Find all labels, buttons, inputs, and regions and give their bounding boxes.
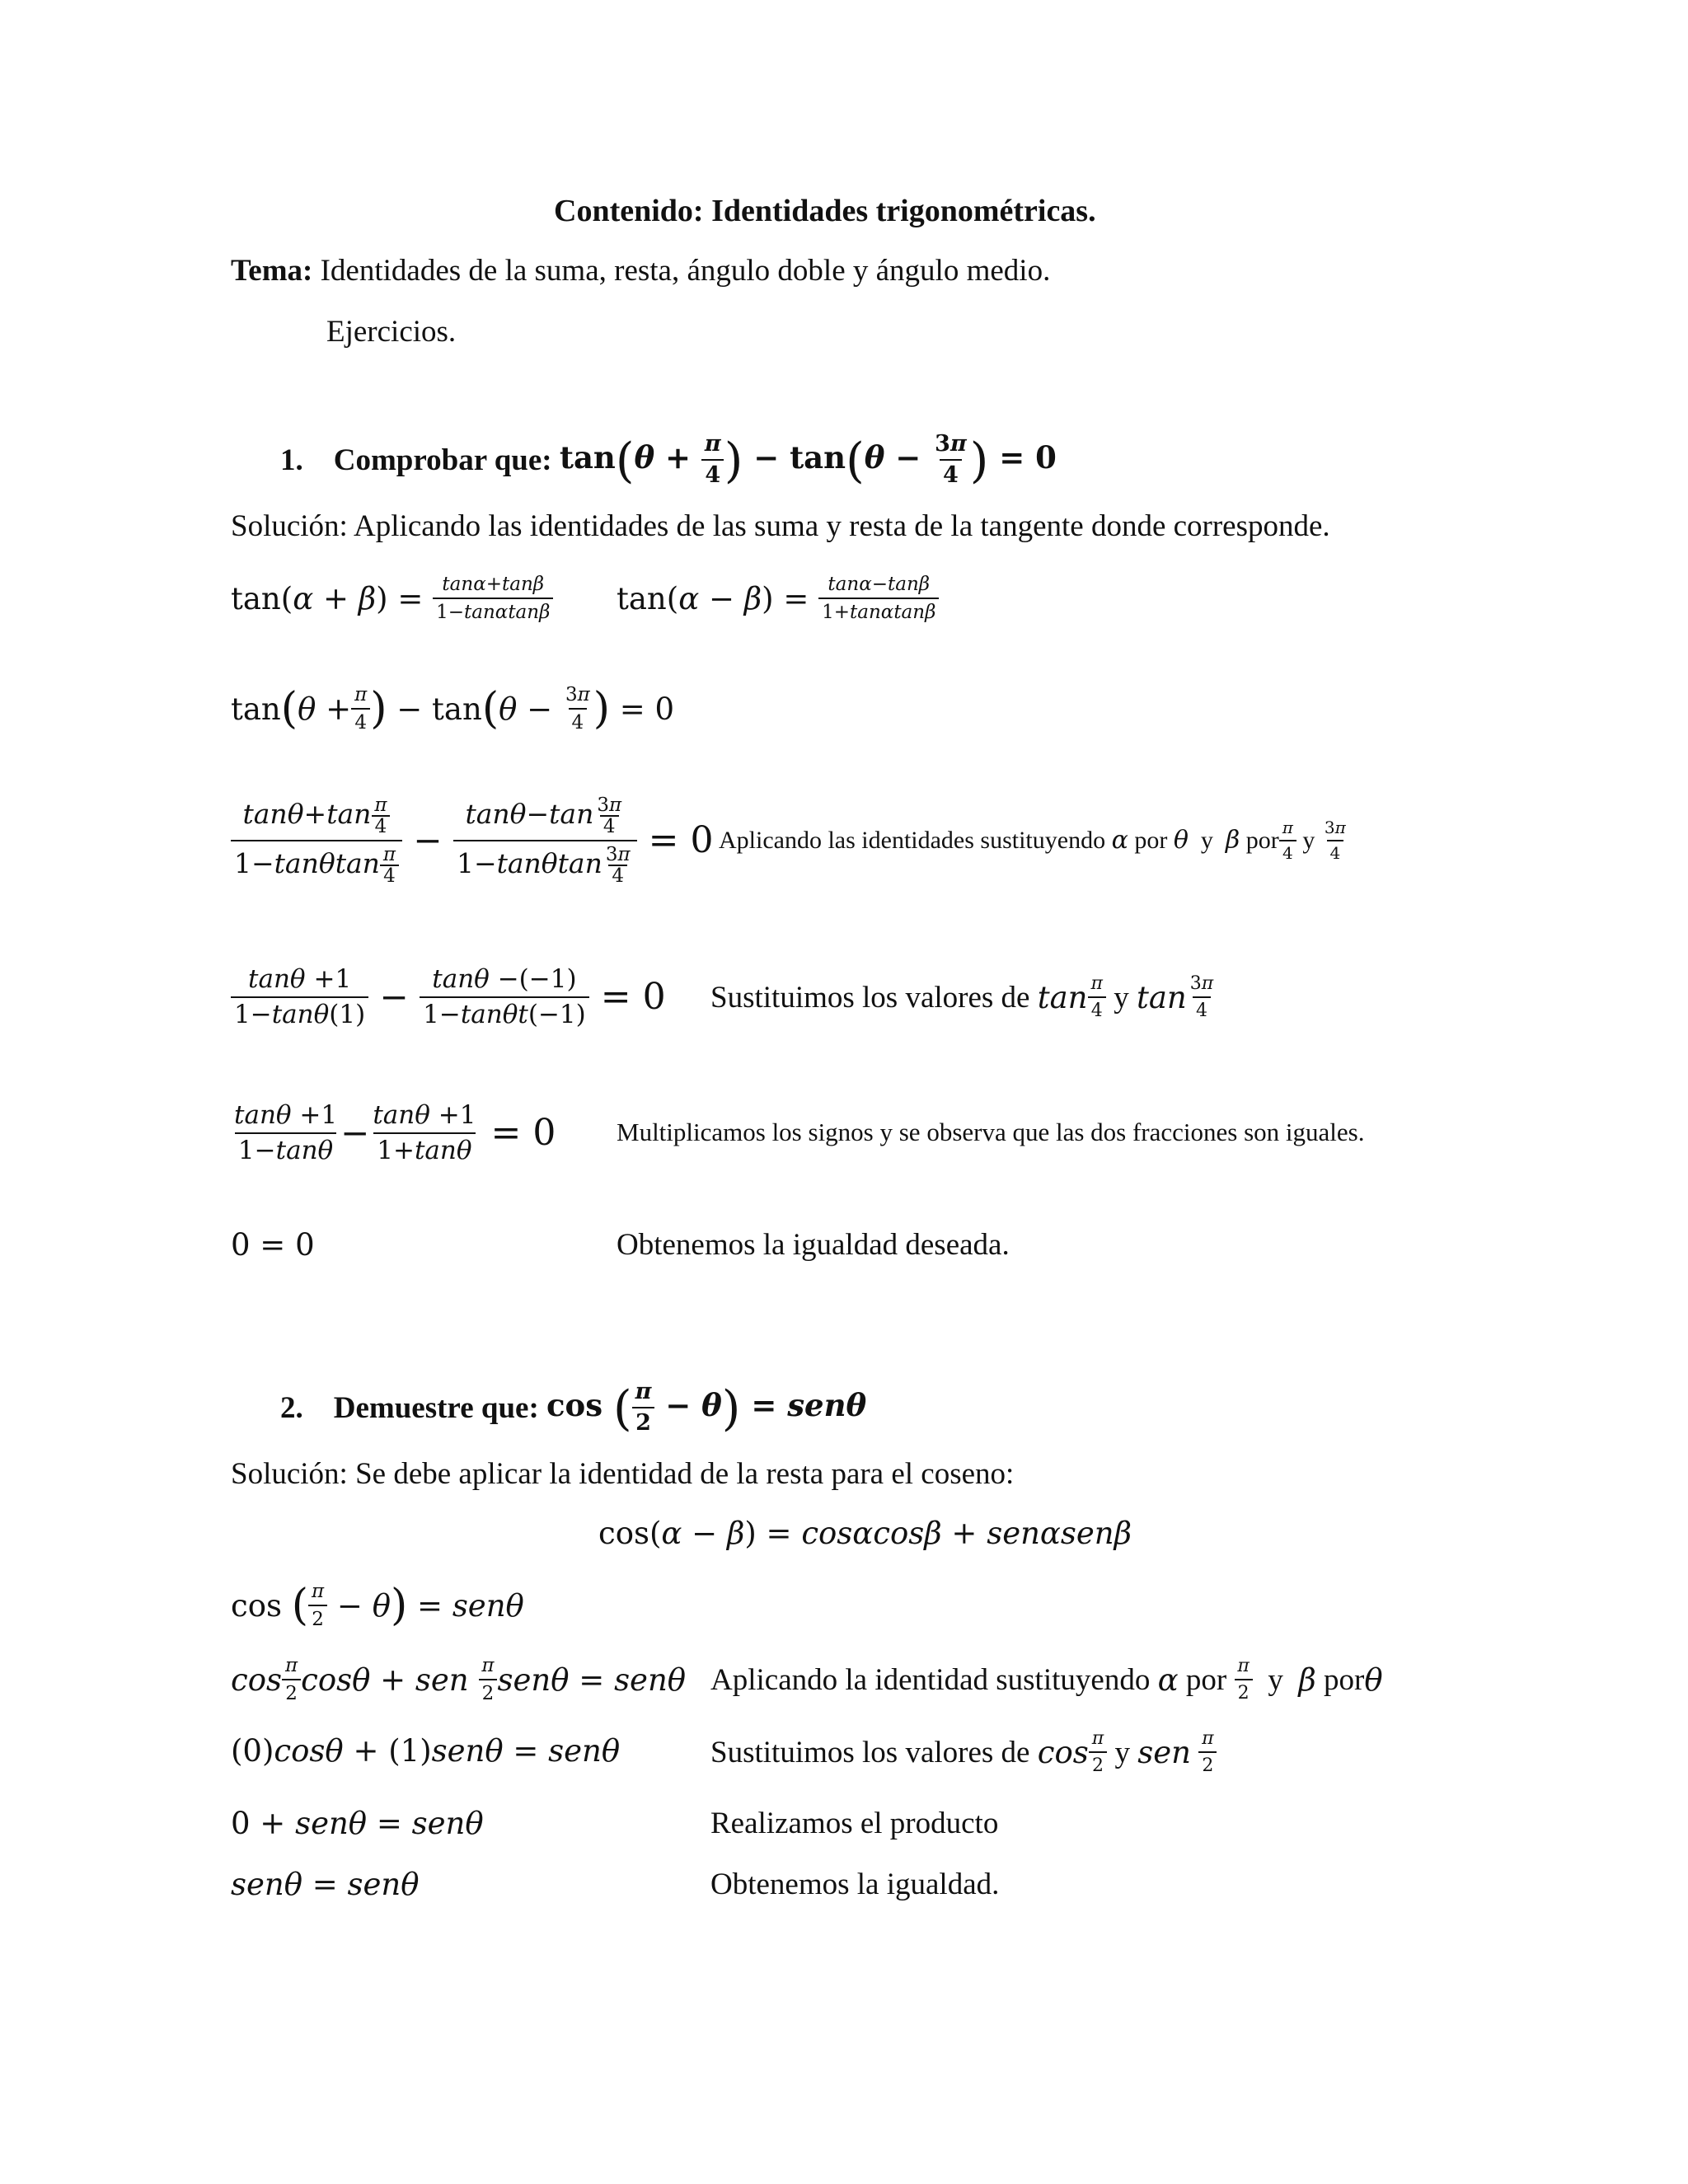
- ex1-step4-note: Obtenemos la igualdad deseada.: [617, 1228, 1010, 1262]
- tema-line: [231, 255, 1050, 286]
- ex2-title: [280, 1376, 866, 1439]
- ex1-title-prefix: Comprobar que:: [333, 443, 552, 477]
- ex2-step2-expression: (0)cosθ + (1)senθ = senθ: [231, 1733, 621, 1769]
- ex1-step2-note: Sustituimos los valores de tan $\frac{\pi}{4}$ y tan $\frac{3\pi}{4}$: [710, 972, 1214, 1021]
- ex1-step1-expression: tanθ+tan $\frac{\pi}{4}$ 1−tanθtan $\frac{\pi}{4}$ − tanθ−tan $\frac{3\pi}{4}$ 1−tanθtan $\frac{3\pi}{4}$ = 0: [231, 787, 713, 894]
- ex2-step2-note: Sustituimos los valores de cos $\frac{\pi}{2}$ y sen $\frac{\pi}{2}$: [710, 1726, 1217, 1779]
- ex2-step3-note: Realizamos el producto: [710, 1807, 999, 1840]
- ejercicios-label: Ejercicios.: [326, 315, 457, 349]
- cos-difference-identity: cos(α − β) = cosαcosβ + senαsenβ: [598, 1516, 1132, 1551]
- ex1-statement: tan ( θ + $\frac{\pi}{4}$ ) − tan ( θ − $\frac{3\pi}{4}$ ) = 0: [231, 683, 675, 733]
- ex1-solution: Solución: Aplicando las identidades de las suma y resta de la tangente donde corresponde.: [231, 509, 1330, 543]
- ex2-number: 2.: [280, 1390, 303, 1425]
- ex1-title: [280, 429, 1057, 491]
- ex1-step3-expression: $\frac{\tan\theta +1}{1-\tan\theta}$ − $\frac{\tan\theta +1}{1+\tan\theta}$ = 0: [234, 1100, 556, 1165]
- ex1-step1-note: Aplicando las identidades sustituyendo α por θ y β por $\frac{\pi}{4}$ y $\frac{3\pi}{4}$: [719, 818, 1346, 863]
- tan-difference-identity: tan( α − β ) = $\frac{\tan\alpha-\tan\beta}{1+\tan\alpha\tan\beta}$: [617, 565, 939, 631]
- ex1-step3-note: Multiplicamos los signos y se observa que las dos fracciones son iguales.: [617, 1118, 1365, 1146]
- tema-label: Tema:: [231, 254, 313, 288]
- ex2-solution: Solución: Se debe aplicar la identidad de la resta para el coseno:: [231, 1457, 1015, 1491]
- ex2-statement: cos ( $\frac{\pi}{2}$ − θ ) = senθ: [231, 1580, 524, 1630]
- tema-text: Identidades de la suma, resta, ángulo doble y ángulo medio.: [320, 254, 1051, 288]
- ex2-step1-note: Aplicando la identidad sustituyendo α por $\frac{\pi}{2}$ y β por θ: [710, 1655, 1383, 1704]
- content-heading: Contenido: Identidades trigonométricas.: [554, 194, 1096, 228]
- ex1-formula: tan(θ + $\frac{\pi}{4}$ ) − tan(θ − $\frac{3\pi}{4}$ ) = 0: [559, 430, 1057, 488]
- ex2-title-prefix: Demuestre que:: [333, 1390, 539, 1425]
- ex2-formula: cos ( $\frac{\pi}{2}$ − θ) = senθ: [546, 1378, 867, 1436]
- ex1-step4-expression: 0 = 0: [231, 1227, 315, 1263]
- ex1-step2-expression: $\frac{\tan\theta +1}{1-\tan\theta(1)}$ − $\frac{\tan\theta -(-1)}{1-\tan\theta t(-1)}$ = 0: [231, 956, 666, 1038]
- ex2-step4-expression: senθ = senθ: [231, 1867, 420, 1902]
- ex2-step3-expression: 0 + senθ = senθ: [231, 1806, 484, 1841]
- tan-sum-identity: tan( α + β ) = $\frac{\tan\alpha+\tan\beta}{1-\tan\alpha\tan\beta}$: [231, 565, 553, 631]
- ex2-step1-expression: cos $\frac{\pi}{2}$ cosθ + sen $\frac{\pi}{2}$ senθ = senθ: [231, 1654, 687, 1704]
- ex1-number: 1.: [280, 443, 303, 477]
- ex2-step4-note: Obtenemos la igualdad.: [710, 1868, 1000, 1901]
